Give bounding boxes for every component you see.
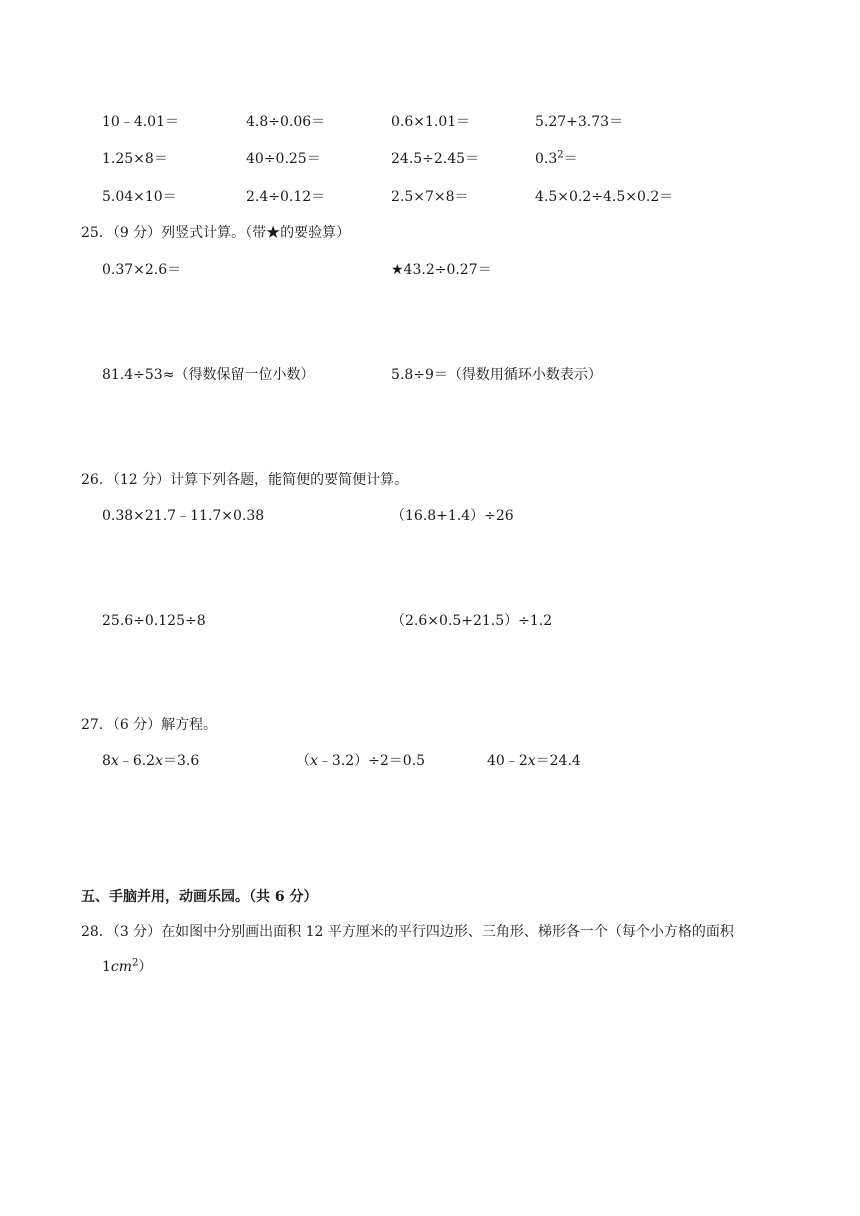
q28-text-line-1: 28．（3 分）在如图中分别画出面积 12 平方厘米的平行四边形、三角形、梯形各一个（每个小方格的面积 bbox=[81, 924, 734, 940]
oral-calc-item: 2.4÷0.12＝ bbox=[246, 189, 326, 205]
q27-equation-3: 40﹣2x＝24.4 bbox=[487, 753, 581, 769]
q25-item: ★43.2÷0.27＝ bbox=[391, 262, 492, 278]
oral-calc-item bbox=[535, 150, 578, 168]
q27-heading: 27．（6 分）解方程。 bbox=[81, 717, 218, 733]
oral-calc-exponent: 2 bbox=[557, 149, 564, 161]
q25-item: 81.4÷53≈（得数保留一位小数） bbox=[102, 367, 315, 383]
q26-item: 25.6÷0.125÷8 bbox=[102, 613, 206, 629]
q26-item: 0.38×21.7﹣11.7×0.38 bbox=[102, 508, 265, 524]
oral-calc-item: 40÷0.25＝ bbox=[246, 151, 321, 167]
q25-heading: 25．（9 分）列竖式计算。（带★的要验算） bbox=[81, 225, 351, 241]
q26-item: （16.8+1.4）÷26 bbox=[391, 508, 514, 524]
oral-calc-item: 10﹣4.01＝ bbox=[102, 114, 179, 130]
oral-calc-item: 5.04×10＝ bbox=[102, 189, 177, 205]
oral-calc-item: 2.5×7×8＝ bbox=[391, 189, 469, 205]
oral-calc-item: 24.5÷2.45＝ bbox=[391, 151, 480, 167]
q26-heading: 26．（12 分）计算下列各题，能简便的要简便计算。 bbox=[81, 472, 409, 488]
oral-calc-item: 5.27+3.73＝ bbox=[535, 114, 624, 130]
q28-text-line-2: $1cm^2$） bbox=[102, 957, 153, 975]
oral-calc-equals: ＝ bbox=[563, 151, 578, 167]
q27-equation-1: 8x﹣6.2x＝3.6 bbox=[102, 753, 200, 769]
section-5-heading: 五、手脑并用，动画乐园。（共 6 分） bbox=[81, 889, 318, 905]
oral-calc-item: 0.6×1.01＝ bbox=[391, 114, 471, 130]
q27-equation-2: （x﹣3.2）÷2＝0.5 bbox=[296, 753, 426, 769]
oral-calc-item: 1.25×8＝ bbox=[102, 151, 168, 167]
oral-calc-item: 4.5×0.2÷4.5×0.2＝ bbox=[535, 189, 674, 205]
oral-calc-base: 0.3 bbox=[535, 151, 558, 167]
q25-item: 0.37×2.6＝ bbox=[102, 262, 182, 278]
q25-item: 5.8÷9＝（得数用循环小数表示） bbox=[391, 367, 602, 383]
q26-item: （2.6×0.5+21.5）÷1.2 bbox=[391, 613, 553, 629]
oral-calc-item: 4.8÷0.06＝ bbox=[246, 114, 326, 130]
